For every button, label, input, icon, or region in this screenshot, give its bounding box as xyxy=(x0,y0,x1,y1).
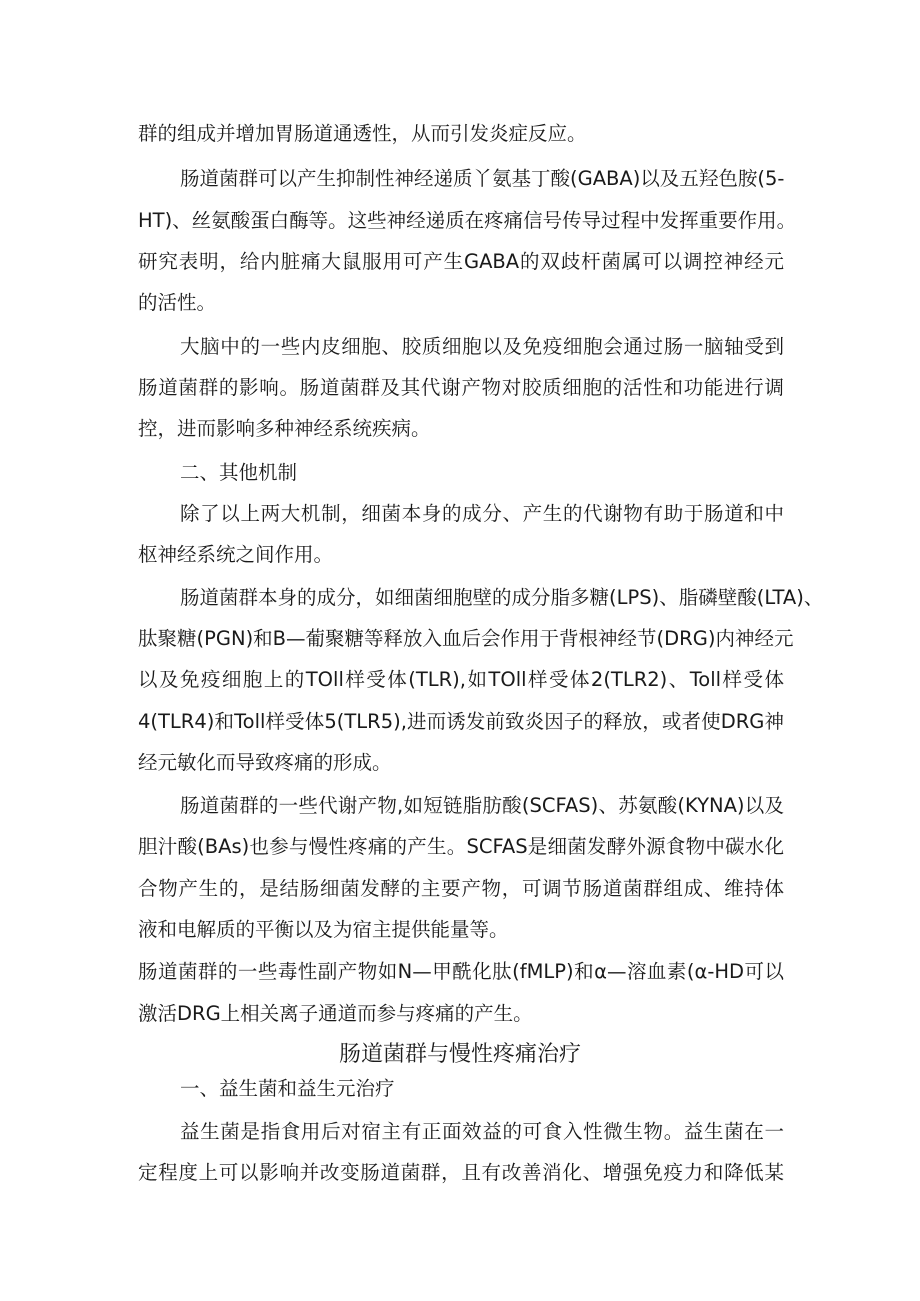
subheading-other-mechanisms: 二、其他机制 xyxy=(180,461,298,484)
paragraph-line: 除了以上两大机制，细菌本身的成分、产生的代谢物有助于肠道和中 xyxy=(180,502,784,525)
paragraph-line: HT)、丝氨酸蛋白酶等。这些神经递质在疼痛信号传导过程中发挥重要作用。 xyxy=(138,209,797,232)
paragraph-line: 4(TLR4)和Toll样受体5(TLR5),进而诱发前致炎因子的释放，或者使DRG神 xyxy=(138,710,784,733)
paragraph-line: 的活性。 xyxy=(138,291,217,314)
paragraph-line: 液和电解质的平衡以及为宿主提供能量等。 xyxy=(138,918,509,941)
paragraph-line: 肠道菌群本身的成分，如细菌细胞壁的成分脂多糖(LPS)、脂磷壁酸(LTA)、 xyxy=(180,586,824,609)
paragraph-line: 群的组成并增加胃肠道通透性，从而引发炎症反应。 xyxy=(138,122,587,145)
paragraph-line: 肠道菌群的影响。肠道菌群及其代谢产物对胶质细胞的活性和功能进行调 xyxy=(138,376,784,399)
paragraph-line: 经元敏化而导致疼痛的形成。 xyxy=(138,751,392,774)
paragraph-line: 枢神经系统之间作用。 xyxy=(138,543,334,566)
subheading-probiotics: 一、益生菌和益生元治疗 xyxy=(180,1077,395,1100)
paragraph-line: 胆汁酸(BAs)也参与慢性疼痛的产生。SCFAS是细菌发酵外源食物中碳水化 xyxy=(138,835,784,858)
paragraph-line: 益生菌是指食用后对宿主有正面效益的可食入性微生物。益生菌在一 xyxy=(180,1120,784,1143)
paragraph-line: 合物产生的，是结肠细菌发酵的主要产物，可调节肠道菌群组成、维持体 xyxy=(138,877,784,900)
section-heading: 肠道菌群与慢性疼痛治疗 xyxy=(338,1042,581,1067)
paragraph-line: 以及免疫细胞上的TOll样受体(TLR),如TOll样受体2(TLR2)、Toll样受体 xyxy=(138,668,784,691)
paragraph-line: 定程度上可以影响并改变肠道菌群，且有改善消化、增强免疫力和降低某 xyxy=(138,1161,784,1184)
paragraph-line: 激活DRG上相关离子通道而参与疼痛的产生。 xyxy=(138,1002,533,1025)
paragraph-line: 大脑中的一些内皮细胞、胶质细胞以及免疫细胞会通过肠一脑轴受到 xyxy=(180,335,784,358)
paragraph-line: 肠道菌群可以产生抑制性神经递质丫氨基丁酸(GABA)以及五羟色胺(5- xyxy=(180,167,785,190)
paragraph-line: 肠道菌群的一些毒性副产物如N—甲酰化肽(fMLP)和α—溶血素(α-HD可以 xyxy=(138,960,784,983)
paragraph-line: 肽聚糖(PGN)和B—葡聚糖等释放入血后会作用于背根神经节(DRG)内神经元 xyxy=(138,627,794,650)
paragraph-line: 肠道菌群的一些代谢产物,如短链脂肪酸(SCFAS)、苏氨酸(KYNA)以及 xyxy=(180,794,784,817)
paragraph-line: 研究表明，给内脏痛大鼠服用可产生GABA的双歧杆菌属可以调控神经元 xyxy=(138,250,784,273)
paragraph-line: 控，进而影响多种神经系统疾病。 xyxy=(138,417,431,440)
